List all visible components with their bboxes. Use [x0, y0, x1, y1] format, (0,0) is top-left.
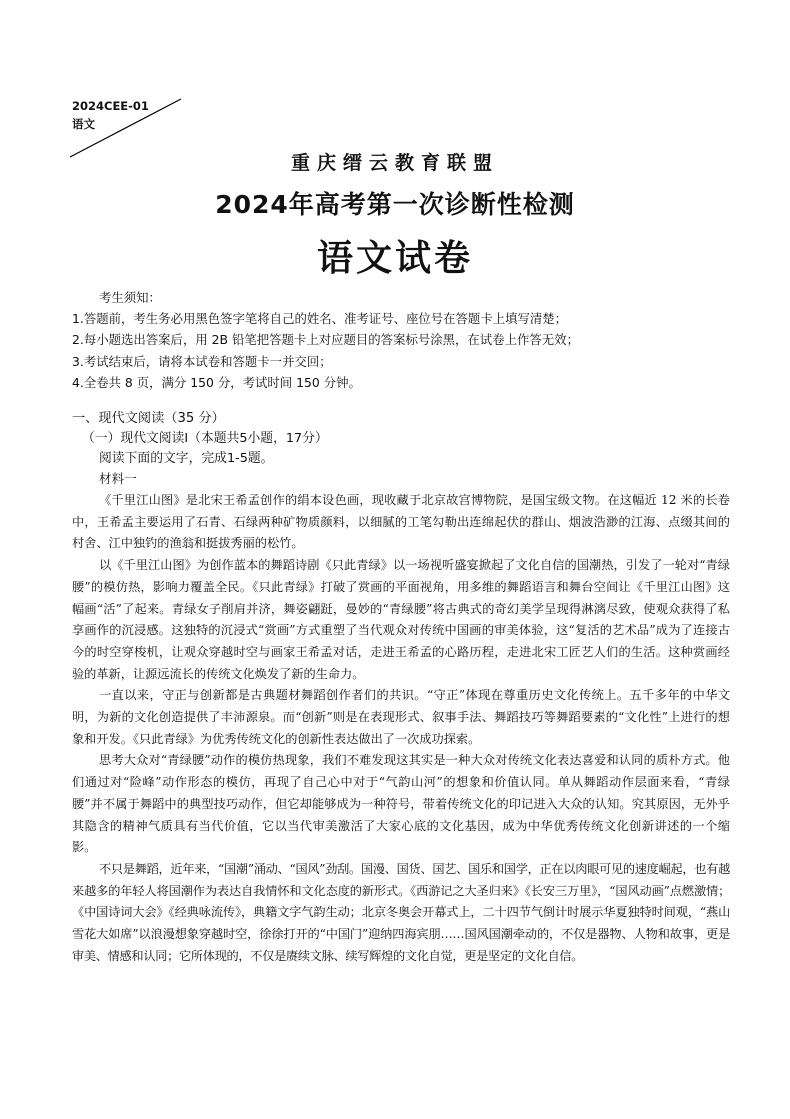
- subject-title: 语文试卷: [316, 238, 473, 279]
- notice-item: 4.全卷共 8 页，满分 150 分，考试时间 150 分钟。: [72, 374, 361, 390]
- notice-title: 考生须知：: [99, 290, 161, 305]
- reading-instruction: 阅读下面的文字，完成1-5题。: [99, 451, 274, 466]
- reading-passage: [72, 490, 730, 967]
- exam-code: 2024CEE-01: [72, 99, 149, 113]
- passage-paragraph: 以《千里江山图》为创作蓝本的舞蹈诗剧《只此青绿》以一场视听盛宴掀起了文化自信的国潮热，引发了一轮对“青绿腰”的模仿热，影响力覆盖全民。《只此青绿》打破了赏画的平面视角，用多维的舞蹈语言和舞台空间让《千里江山图》这幅画“活”了起来。青绿女子削肩并济，舞姿翩跹，曼妙的“青绿腰”将古典式的奇幻美学呈现得淋漓尽致，使观众获得了私享画作的沉浸感。这独特的沉浸式“赏画”方式重塑了当代观众对传统中国画的审美体验，这“复活的艺术品”成为了连接古今的时空穿梭机，让观众穿越时空与画家王希孟对话，走进王希孟的心路历程，走进北宋工匠艺人们的生活。这种赏画经验的革新，让源远流长的传统文化焕发了新的生命力。: [72, 558, 730, 681]
- passage-paragraph: 《千里江山图》是北宋王希孟创作的绢本设色画，现收藏于北京故宫博物院，是国宝级文物。在这幅近 12 米的长卷中，王希孟主要运用了石青、石绿两种矿物质颜料，以细腻的工笔勾勒出连绵起伏的群山、烟波浩渺的江海、点缀其间的村舍、江中独钓的渔翁和挺拔秀丽的松竹。: [72, 493, 730, 551]
- section-heading: 一、现代文阅读（35 分）: [72, 411, 225, 426]
- material-label: 材料一: [99, 471, 137, 486]
- passage-paragraph: 不只是舞蹈，近年来，“国潮”涌动、“国风”劲刮。国漫、国货、国艺、国乐和国学，正在以肉眼可见的速度崛起，也有越来越多的年轻人将国潮作为表达自我情怀和文化态度的新形式。《西游记之大圣归来》《长安三万里》，“国风动画”点燃激情；《中国诗词大会》《经典咏流传》，典籍文字气韵生动；北京冬奥会开幕式上，二十四节气倒计时展示华夏独特时间观，“燕山雪花大如席”以浪漫想象穿越时空，徐徐打开的“中国门”迎纳四海宾朋……国风国潮牵动的，不仅是器物、人物和故事，更是审美、情感和认同；它所体现的，不仅是赓续文脉、续写辉煌的文化自觉，更是坚定的文化自信。: [72, 861, 730, 963]
- notice-item: 2.每小题选出答案后，用 2B 铅笔把答题卡上对应题目的答案标号涂黑，在试卷上作答无效；: [72, 332, 579, 348]
- notice-item: 3.考试结束后，请将本试卷和答题卡一并交回；: [72, 353, 332, 369]
- notice-item: 1.答题前，考生务必用黑色签字笔将自己的姓名、准考证号、座位号在答题卡上填写清楚；: [72, 311, 568, 327]
- corner-subject: 语文: [72, 117, 95, 131]
- subsection-heading: （一）现代文阅读Ⅰ（本题共5小题，17分）: [82, 431, 328, 446]
- passage-paragraph: 思考大众对“青绿腰”动作的模仿热现象，我们不难发现这其实是一种大众对传统文化表达喜爱和认同的质朴方式。他们通过对“险峰”动作形态的模仿，再现了自己心中对于“气韵山河”的想象和价值认同。单从舞蹈动作层面来看，“青绿腰”并不属于舞蹈中的典型技巧动作，但它却能够成为一种符号，带着传统文化的印记进入大众的认知。究其原因，无外乎其隐含的精神气质具有当代价值，它以当代审美激活了大家心底的文化基因，成为中华优秀传统文化创新讲述的一个缩影。: [72, 753, 730, 855]
- passage-paragraph: 一直以来，守正与创新都是古典题材舞蹈创作者们的共识。“守正”体现在尊重历史文化传统上。五千多年的中华文明，为新的文化创造提供了丰沛源泉。而“创新”则是在表现形式、叙事手法、舞蹈技巧等舞蹈要素的“文化性”上进行的想象和开发。《只此青绿》为优秀传统文化的创新性表达做出了一次成功探索。: [72, 688, 730, 746]
- exam-notice: [72, 287, 732, 393]
- exam-title: 2024年高考第一次诊断性检测: [215, 190, 575, 219]
- section-header: [72, 409, 732, 489]
- organization-title: 重庆缙云教育联盟: [290, 152, 499, 174]
